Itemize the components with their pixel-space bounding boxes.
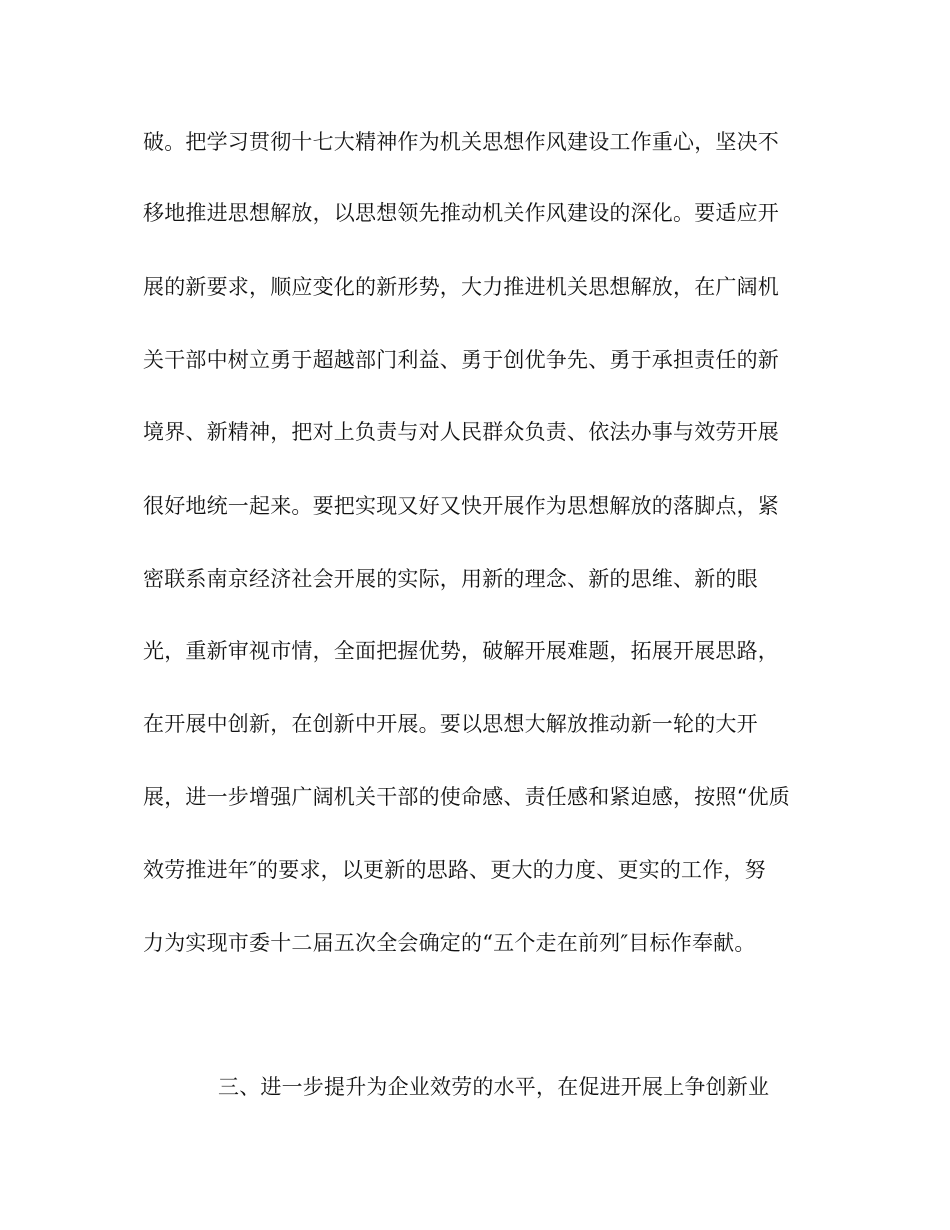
paragraph-line: 关干部中树立勇于超越部门利益、勇于创优争先、勇于承担责任的新 — [143, 348, 779, 372]
paragraph-line: 很好地统一起来。要把实现又好又快开展作为思想解放的落脚点，紧 — [143, 494, 779, 518]
paragraph-line: 效劳推进年″的要求，以更新的思路、更大的力度、更实的工作，努 — [143, 858, 766, 882]
paragraph-line: 力为实现市委十二届五次全会确定的“五个走在前列″目标作奉献。 — [143, 931, 756, 955]
paragraph-line: 境界、新精神，把对上负责与对人民群众负责、依法办事与效劳开展 — [143, 420, 779, 444]
paragraph-line: 展的新要求，顺应变化的新形势，大力推进机关思想解放，在广阔机 — [143, 275, 779, 299]
paragraph-line: 破。把学习贯彻十七大精神作为机关思想作风建设工作重心，坚决不 — [143, 130, 779, 154]
section-heading: 三、进一步提升为企业效劳的水平，在促进开展上争创新业 — [218, 1075, 770, 1099]
paragraph-line: 光，重新审视市情，全面把握优势，破解开展难题，拓展开展思路， — [143, 639, 779, 663]
paragraph-line: 展，进一步增强广阔机关干部的使命感、责任感和紧迫感，按照“优质 — [143, 785, 790, 809]
paragraph-line: 密联系南京经济社会开展的实际，用新的理念、新的思维、新的眼 — [143, 567, 758, 591]
paragraph-line: 在开展中创新，在创新中开展。要以思想大解放推动新一轮的大开 — [143, 712, 758, 736]
paragraph-line: 移地推进思想解放，以思想领先推动机关作风建设的深化。要适应开 — [143, 201, 779, 225]
